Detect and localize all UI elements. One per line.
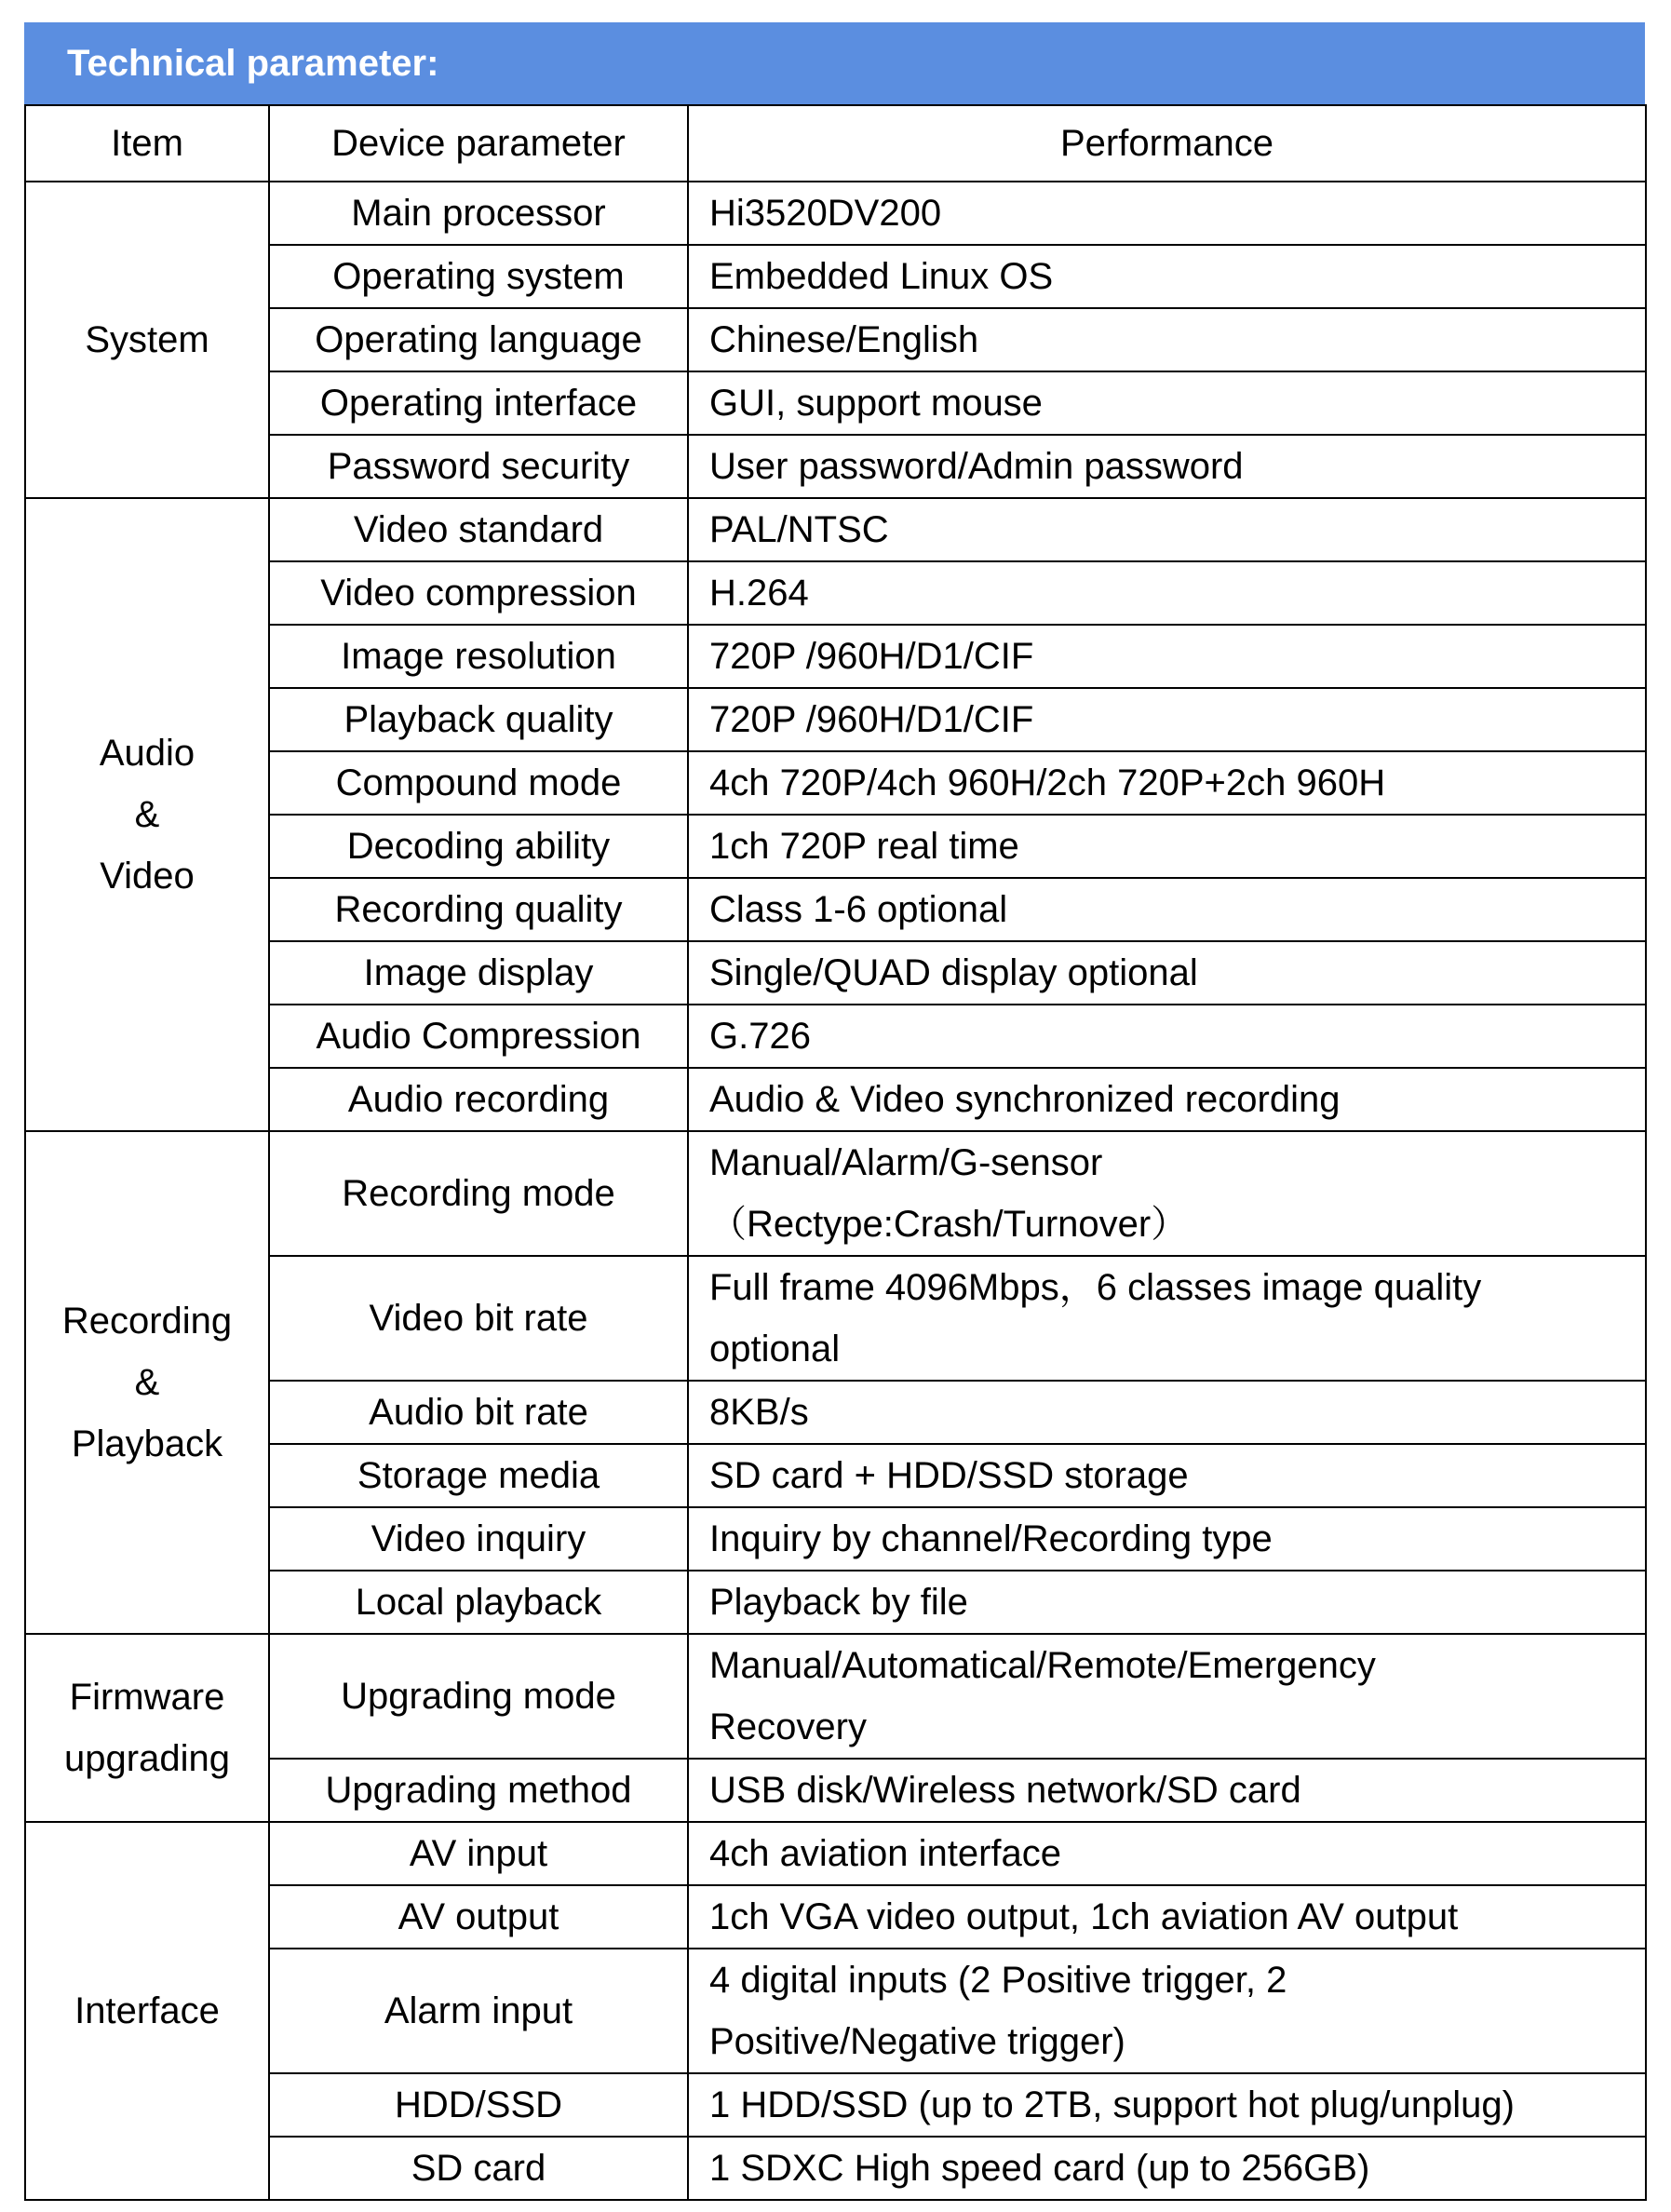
performance-line: optional [709, 1329, 841, 1369]
performance-line: 8KB/s [709, 1392, 809, 1433]
device-parameter-cell: Recording mode [269, 1131, 688, 1256]
performance-line: Hi3520DV200 [709, 193, 942, 234]
device-parameter-cell: Playback quality [269, 688, 688, 751]
device-parameter-cell: Upgrading mode [269, 1634, 688, 1759]
performance-line: Playback by file [709, 1582, 968, 1623]
table-row [25, 561, 1646, 625]
table-row [25, 245, 1646, 308]
table-row [25, 941, 1646, 1005]
device-parameter-cell: Image resolution [269, 625, 688, 688]
device-parameter-cell: Recording quality [269, 878, 688, 941]
performance-cell [688, 1634, 1646, 1759]
table-row [25, 1571, 1646, 1634]
device-parameter-cell: HDD/SSD [269, 2073, 688, 2137]
performance-cell [688, 245, 1646, 308]
performance-line: Embedded Linux OS [709, 256, 1054, 297]
table-row [25, 1885, 1646, 1949]
header-device-parameter: Device parameter [269, 105, 688, 182]
table-row [25, 1381, 1646, 1444]
performance-cell [688, 878, 1646, 941]
device-parameter-cell: Password security [269, 435, 688, 498]
table-row [25, 1256, 1646, 1381]
table-row [25, 2137, 1646, 2200]
table-row [25, 498, 1646, 561]
performance-line: User password/Admin password [709, 446, 1244, 487]
table-row [25, 182, 1646, 245]
table-row [25, 1949, 1646, 2073]
performance-cell [688, 1571, 1646, 1634]
table-row [25, 1444, 1646, 1507]
device-parameter-cell: Image display [269, 941, 688, 1005]
table-row [25, 435, 1646, 498]
device-parameter-cell: Main processor [269, 182, 688, 245]
performance-cell [688, 1949, 1646, 2073]
performance-line: 4ch aviation interface [709, 1833, 1062, 1874]
performance-cell [688, 751, 1646, 815]
device-parameter-cell: Audio recording [269, 1068, 688, 1131]
performance-line: 1 HDD/SSD (up to 2TB, support hot plug/unplug) [709, 2084, 1515, 2125]
performance-line: Positive/Negative trigger) [709, 2021, 1125, 2062]
performance-line: G.726 [709, 1016, 811, 1057]
performance-line: Class 1-6 optional [709, 889, 1008, 930]
device-parameter-cell: Video inquiry [269, 1507, 688, 1571]
header-performance: Performance [688, 105, 1646, 182]
performance-cell [688, 371, 1646, 435]
performance-line: H.264 [709, 573, 809, 614]
device-parameter-cell: AV input [269, 1822, 688, 1885]
table-row [25, 1634, 1646, 1759]
performance-cell [688, 815, 1646, 878]
table-row [25, 815, 1646, 878]
performance-line: 1ch VGA video output, 1ch aviation AV output [709, 1896, 1459, 1937]
device-parameter-cell: Alarm input [269, 1949, 688, 2073]
category-label: & [134, 794, 160, 835]
performance-cell [688, 435, 1646, 498]
performance-line: 4ch 720P/4ch 960H/2ch 720P+2ch 960H [709, 762, 1386, 803]
category-label: Playback [71, 1423, 223, 1464]
performance-line: GUI, support mouse [709, 383, 1043, 424]
category-label: Audio [99, 733, 195, 774]
device-parameter-cell: Storage media [269, 1444, 688, 1507]
performance-line: 720P /960H/D1/CIF [709, 636, 1034, 677]
table-title: Technical parameter: [24, 22, 1645, 104]
performance-cell [688, 1507, 1646, 1571]
performance-line: Single/QUAD display optional [709, 952, 1198, 993]
performance-cell [688, 1444, 1646, 1507]
table-row [25, 1131, 1646, 1256]
category-label: Video [100, 856, 195, 897]
category-cell [25, 1131, 269, 1634]
performance-cell [688, 308, 1646, 371]
performance-cell [688, 182, 1646, 245]
category-cell [25, 1634, 269, 1822]
performance-line: PAL/NTSC [709, 509, 889, 550]
performance-cell [688, 498, 1646, 561]
performance-line: Manual/Alarm/G-sensor [709, 1142, 1103, 1183]
performance-cell [688, 561, 1646, 625]
category-cell [25, 1822, 269, 2200]
device-parameter-cell: SD card [269, 2137, 688, 2200]
device-parameter-cell: Decoding ability [269, 815, 688, 878]
performance-cell [688, 1131, 1646, 1256]
performance-cell [688, 2073, 1646, 2137]
performance-cell [688, 1885, 1646, 1949]
table-row [25, 688, 1646, 751]
performance-line: （Rectype:Crash/Turnover） [709, 1204, 1189, 1245]
category-label: System [85, 319, 209, 360]
performance-cell [688, 1822, 1646, 1885]
category-cell [25, 182, 269, 498]
table-row [25, 1822, 1646, 1885]
table-row [25, 2073, 1646, 2137]
category-cell [25, 498, 269, 1131]
performance-cell [688, 625, 1646, 688]
performance-line: SD card + HDD/SSD storage [709, 1455, 1189, 1496]
device-parameter-cell: Operating interface [269, 371, 688, 435]
device-parameter-cell: Video bit rate [269, 1256, 688, 1381]
category-label: Recording [61, 1301, 233, 1342]
spec-table-body [25, 105, 1646, 2200]
performance-line: Chinese/English [709, 319, 979, 360]
table-row [25, 371, 1646, 435]
performance-cell [688, 1381, 1646, 1444]
device-parameter-cell: Compound mode [269, 751, 688, 815]
performance-line: Full frame 4096Mbps，6 classes image quality [709, 1267, 1482, 1308]
performance-line: 720P /960H/D1/CIF [709, 699, 1034, 740]
category-label: Interface [74, 1990, 220, 2031]
table-row [25, 1759, 1646, 1822]
device-parameter-cell: Video compression [269, 561, 688, 625]
performance-line: 1ch 720P real time [709, 826, 1019, 867]
device-parameter-cell: Operating system [269, 245, 688, 308]
performance-cell [688, 688, 1646, 751]
table-row [25, 1068, 1646, 1131]
performance-line: Audio & Video synchronized recording [709, 1079, 1341, 1120]
performance-line: Inquiry by channel/Recording type [709, 1518, 1273, 1559]
device-parameter-cell: Local playback [269, 1571, 688, 1634]
category-label: upgrading [64, 1738, 230, 1779]
header-row [25, 105, 1646, 182]
device-parameter-cell: Video standard [269, 498, 688, 561]
performance-line: 4 digital inputs (2 Positive trigger, 2 [709, 1960, 1287, 2001]
category-label: Firmware [69, 1677, 225, 1718]
table-row [25, 751, 1646, 815]
table-row [25, 1507, 1646, 1571]
table-row [25, 1005, 1646, 1068]
performance-cell [688, 1256, 1646, 1381]
device-parameter-cell: Audio bit rate [269, 1381, 688, 1444]
performance-cell [688, 1068, 1646, 1131]
performance-cell [688, 941, 1646, 1005]
performance-line: USB disk/Wireless network/SD card [709, 1770, 1301, 1811]
device-parameter-cell: Operating language [269, 308, 688, 371]
header-item: Item [25, 105, 269, 182]
device-parameter-cell: Upgrading method [269, 1759, 688, 1822]
spec-table [24, 104, 1647, 2201]
table-row [25, 878, 1646, 941]
device-parameter-cell: AV output [269, 1885, 688, 1949]
performance-cell [688, 2137, 1646, 2200]
performance-line: 1 SDXC High speed card (up to 256GB) [709, 2148, 1370, 2189]
table-row [25, 308, 1646, 371]
performance-cell [688, 1005, 1646, 1068]
spec-sheet [24, 22, 1645, 2201]
table-row [25, 625, 1646, 688]
category-label: & [134, 1362, 160, 1403]
device-parameter-cell: Audio Compression [269, 1005, 688, 1068]
performance-cell [688, 1759, 1646, 1822]
performance-line: Recovery [709, 1706, 867, 1747]
performance-line: Manual/Automatical/Remote/Emergency [709, 1645, 1376, 1686]
